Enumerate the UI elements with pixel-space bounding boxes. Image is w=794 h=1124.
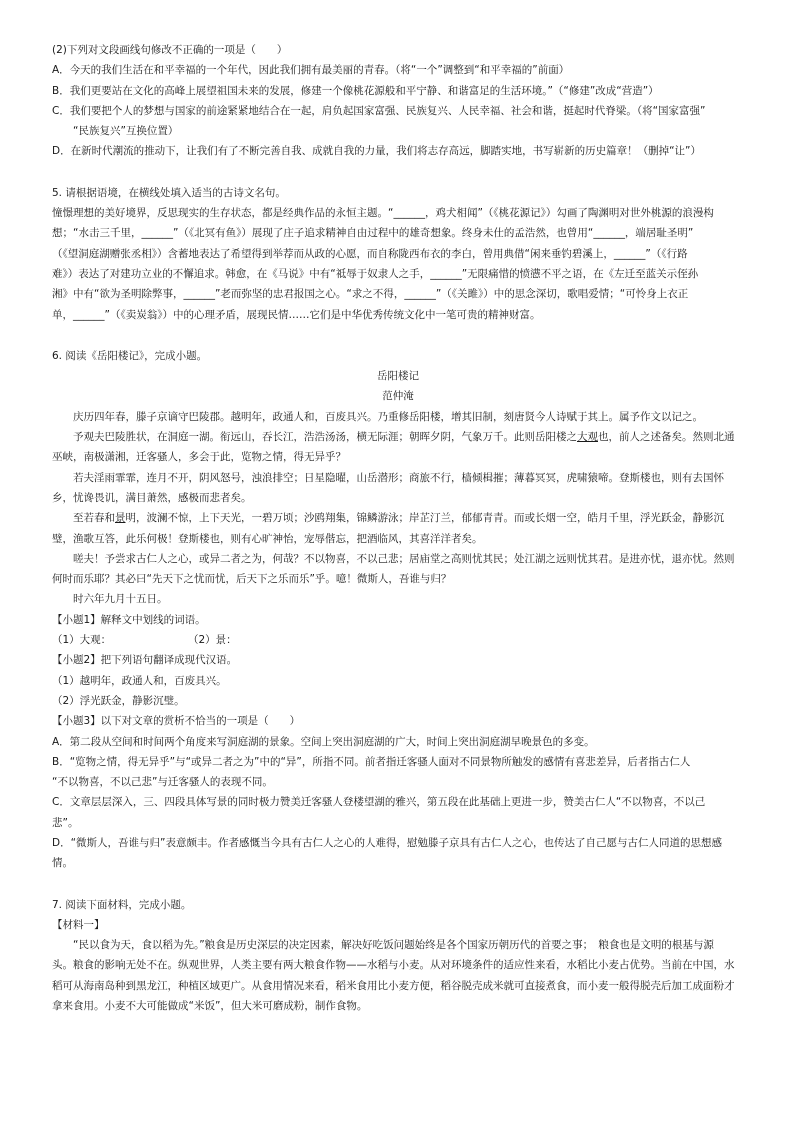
subquestion-3-option-c: C．文章层层深入，三、四段具体写景的同时极力赞美迁客骚人登楼望湖的雅兴，第五段在此基础上更进一步，赞美古仁人“不以物喜，不以己 xyxy=(52,796,706,809)
q6-title: 6. 阅读《岳阳楼记》，完成小题。 xyxy=(52,349,208,362)
q5-line: 难》）表达了对建功立业的不懈追求。韩愈，在《马说》中有“祗辱于奴隶人之手，______”无限痛惜的愤懑不平之语，在《左迁至蓝关示侄孙 xyxy=(52,267,699,280)
exam-page xyxy=(52,40,744,1016)
essay-para-3: 若夫淫雨霏霏，连月不开，阴风怒号，浊浪排空；日星隐曜，山岳潜形；商旅不行，樯倾楫摧；薄暮冥冥，虎啸猿啼。登斯楼也，则有去国怀 xyxy=(73,471,724,484)
essay-para-4: 至若春和景明，波澜不惊，上下天光，一碧万顷；沙鸥翔集，锦鳞游泳；岸芷汀兰，郁郁青青。而或长烟一空，皓月千里，浮光跃金，静影沉 xyxy=(73,512,724,525)
q5-line: 湘》中有“欲为圣明除弊事，______”老而弥坚的忠君报国之心。“求之不得，______”（《关雎》）中的思念深切，歌唱爱情；“可怜身上衣正 xyxy=(52,288,689,301)
essay-para-1: 庆历四年春，滕子京谪守巴陵郡。越明年，政通人和，百废具兴。乃重修岳阳楼，增其旧制，刻唐贤今人诗赋于其上。属予作文以记之。 xyxy=(73,410,703,423)
q2-stem: (2)下列对文段画线句修改不正确的一项是（ ） xyxy=(52,44,288,56)
underlined-word-daguan: 大观 xyxy=(577,431,598,444)
q5-line: 想；“水击三千里，______”（《北冥有鱼》）展现了庄子追求精神自由过程中的雄奇想象。终身未仕的孟浩然，也曾用“______，端居耻圣明” xyxy=(52,227,694,240)
essay-para-2-cont: 巫峡，南极潇湘，迁客骚人，多会于此，览物之情，得无异乎？ xyxy=(52,451,346,464)
subquestion-3-option-c-cont: 悲”。 xyxy=(52,816,79,829)
q2-option-d: D．在新时代潮流的推动下，让我们有了不断完善自我、成就自我的力量，我们将志存高远，脚踏实地，书写崭新的历史篇章！（删掉“让”） xyxy=(52,145,701,158)
essay-para-5-cont: 何时而乐耶？其必曰“先天下之忧而忧，后天下之乐而乐”乎。噫！微斯人，吾谁与归？ xyxy=(52,573,452,586)
essay-para-3-cont: 乡，忧谗畏讥，满目萧然，感极而悲者矣。 xyxy=(52,491,252,504)
subquestion-3-option-d-cont: 情。 xyxy=(52,857,73,870)
q5-title: 5. 请根据语境，在横线处填入适当的古诗文名句。 xyxy=(52,186,286,199)
q5-line: （《望洞庭湖赠张丞相》）含蓄地表达了希望得到举荐而从政的心愿，而自称陇西布衣的李白，曾用典借“闲来垂钓碧溪上，______”（《行路 xyxy=(52,247,688,260)
underlined-word-jing: 景 xyxy=(115,512,126,525)
q7-para-line: “民以食为天，食以稻为先。”粮食是历史深层的决定因素，解决好吃饭问题始终是各个国家历朝历代的首要之事； 粮食也是文明的根基与源 xyxy=(73,939,714,952)
essay-para-2: 予观夫巴陵胜状，在洞庭一湖。衔远山，吞长江，浩浩汤汤，横无际涯；朝晖夕阴，气象万千。此则岳阳楼之大观也，前人之述备矣。然则北通 xyxy=(73,431,735,444)
subquestion-1-items: （1）大观： （2）景： xyxy=(52,634,237,647)
subquestion-3-option-d: D．“微斯人，吾谁与归”表意颇丰。作者感慨当今具有古仁人之心的人难得，慰勉滕子京具有古仁人之心，也传达了自己愿与古仁人同道的思想感 xyxy=(52,836,722,849)
subquestion-3: 【小题3】以下对文章的赏析不恰当的一项是（ ） xyxy=(52,715,301,728)
q7-para-line: 头。粮食的影响无处不在。纵观世界，人类主要有两大粮食作物——水稻与小麦。从对环境条件的适应性来看，水稻比小麦占优势。当前在中国，水 xyxy=(52,959,735,972)
subquestion-3-option-a: A．第二段从空间和时间两个角度来写洞庭湖的景象。空间上突出洞庭湖的广大，时间上突出洞庭湖早晚景色的多变。 xyxy=(52,735,595,748)
subquestion-1: 【小题1】解释文中划线的词语。 xyxy=(52,613,206,626)
essay-para-5: 嗟夫！予尝求古仁人之心，或异二者之为，何哉？不以物喜，不以己悲；居庙堂之高则忧其民；处江湖之远则忧其君。是进亦忧，退亦忧。然则 xyxy=(73,552,735,565)
subquestion-2: 【小题2】把下列语句翻译成现代汉语。 xyxy=(52,654,238,667)
essay-author: 范仲淹 xyxy=(382,390,414,403)
q5-line: 憧憬理想的美好境界，反思现实的生存状态，都是经典作品的永恒主题。“______，鸡犬相闻”（《桃花源记》）勾画了陶渊明对世外桃源的浪漫构 xyxy=(52,207,714,220)
q7-title: 7. 阅读下面材料，完成小题。 xyxy=(52,898,192,911)
subquestion-2-item-1: （1）越明年，政通人和，百废具兴。 xyxy=(52,674,227,687)
subquestion-2-item-2: （2）浮光跃金，静影沉璧。 xyxy=(52,694,185,707)
q5-line: 单，______”（《卖炭翁》）中的心理矛盾，展现民情……它们是中华优秀传统文化中一笔可贵的精神财富。 xyxy=(52,308,541,321)
essay-title: 岳阳楼记 xyxy=(377,370,419,383)
subquestion-3-option-b: B．“览物之情，得无异乎”与“或异二者之为”中的“异”，所指不同。前者指迁客骚人面对不同景物所触发的感情有喜悲差异，后者指古仁人 xyxy=(52,755,691,768)
essay-para-4-cont: 璧，渔歌互答，此乐何极！登斯楼也，则有心旷神怡，宠辱偕忘，把酒临风，其喜洋洋者矣。 xyxy=(52,532,483,545)
q2-option-c-cont: “民族复兴”互换位置） xyxy=(73,125,179,138)
q2-option-b: B．我们更要站在文化的高峰上展望祖国未来的发展，修建一个像桃花源般和平宁静、和谐富足的生活环境。”（“修建”改成“营造”） xyxy=(52,84,659,97)
q7-para-line: 稻可从海南岛种到黑龙江，种植区域更广。从食用情况来看，稻米食用比小麦方便，稻谷脱壳成米就可直接煮食，而小麦一般得脱壳后加工成面粉才 xyxy=(52,979,735,992)
q2-option-c: C．我们要把个人的梦想与国家的前途紧紧地结合在一起，肩负起国家富强、民族复兴、人民幸福、社会和谐，挺起时代脊梁。（将“国家富强” xyxy=(52,104,706,117)
q2-option-a: A．今天的我们生活在和平幸福的一个年代，因此我们拥有最美丽的青春。（将“一个”调整到“和平幸福的”前面） xyxy=(52,64,570,77)
essay-date: 时六年九月十五日。 xyxy=(73,593,168,606)
subquestion-3-option-b-cont: “不以物喜，不以己悲”与迁客骚人的表现不同。 xyxy=(52,776,273,789)
q7-para-line: 拿来食用。小麦不大可能做成“米饭”，但大米可磨成粉，制作食物。 xyxy=(52,1000,368,1013)
q7-material-label: 【材料一】 xyxy=(52,918,105,931)
